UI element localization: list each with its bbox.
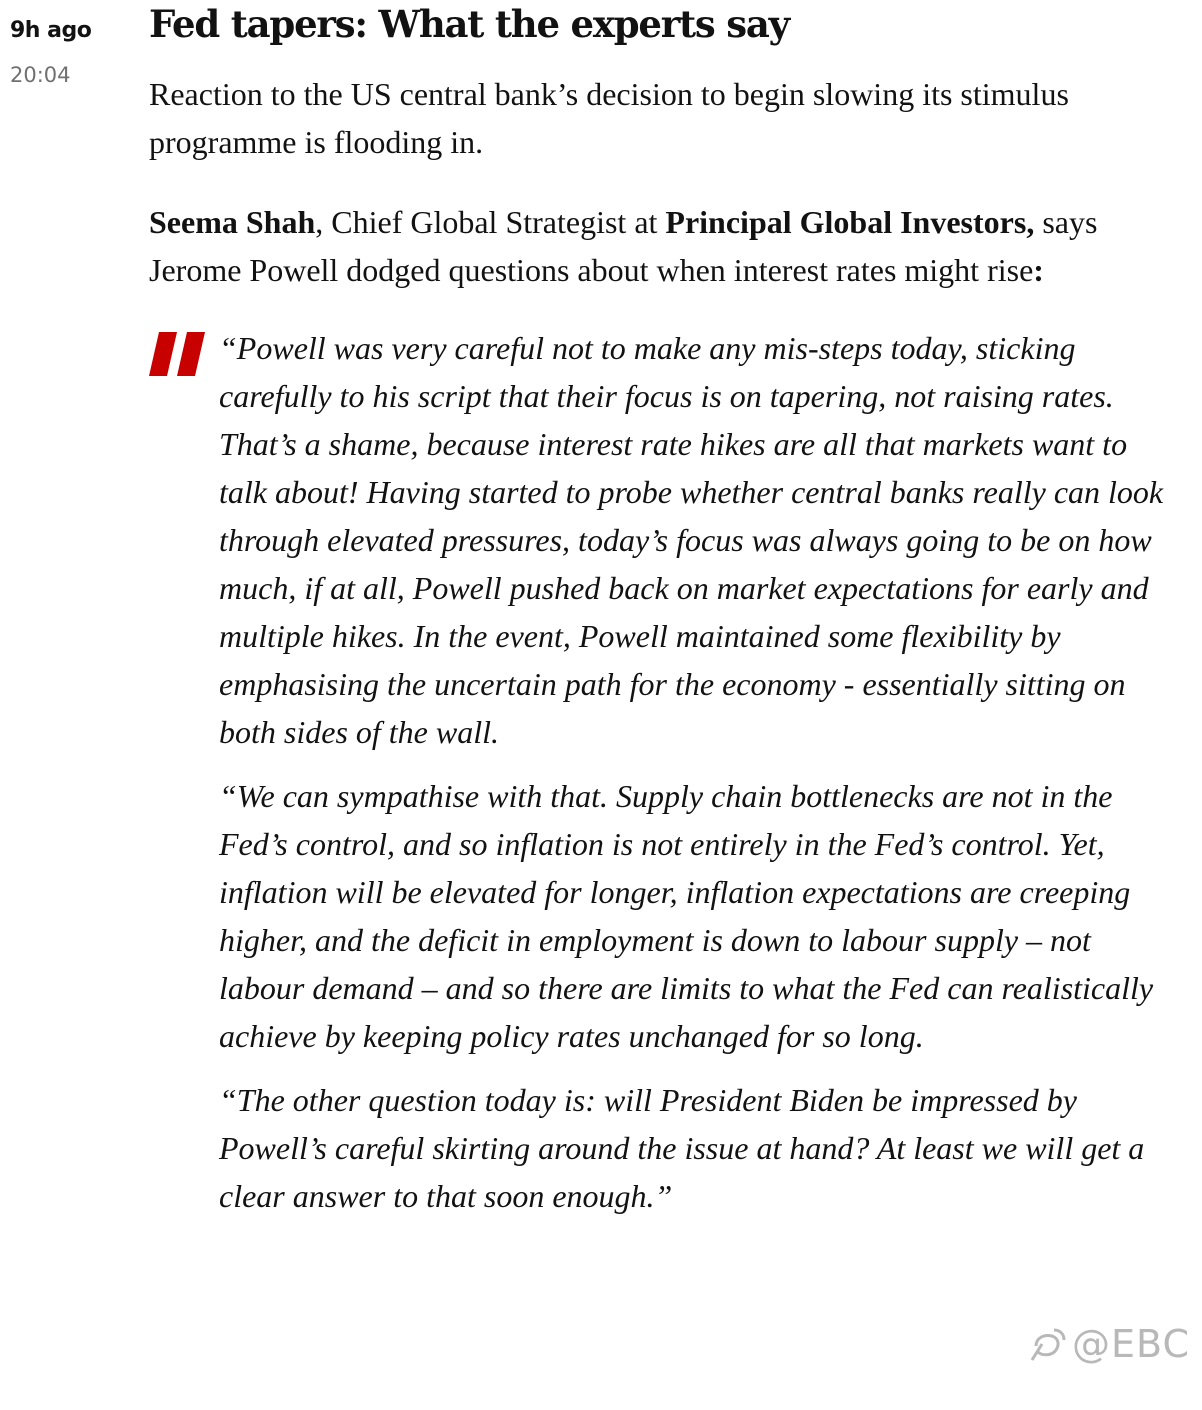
- time-ago-link[interactable]: 9h ago: [10, 18, 92, 43]
- weibo-logo-icon: [1028, 1324, 1068, 1364]
- blockquote: [149, 324, 1179, 1220]
- watermark: [1028, 1322, 1190, 1366]
- time-clock: 20:04: [10, 63, 71, 87]
- watermark-text: @EBC: [1072, 1322, 1190, 1366]
- attribution-role: , Chief Global Strategist at: [315, 204, 666, 240]
- entry-attribution: [149, 198, 1179, 294]
- attribution-says: says Jerome Powell dodged questions about when interest rates might rise: [149, 204, 1098, 288]
- entry-intro: Reaction to the US central bank’s decision to begin slowing its stimulus programme is flooding in.: [149, 76, 1069, 160]
- live-blog-entry: [149, 0, 1179, 1236]
- quote-paragraph-3: “The other question today is: will President Biden be impressed by Powell’s careful skirting around the issue at hand? At least we will get a clear answer to that soon enough.”: [219, 1082, 1145, 1214]
- quote-paragraph-1: “Powell was very careful not to make any mis-steps today, sticking carefully to his script that their focus is on tapering, not raising rates. That’s a shame, because interest rate hikes are all that markets want to talk about! Having started to probe whether central banks really can look through elevated pressures, today’s focus was always going to be on how much, if at all, Powell pushed back on market expectations for early and multiple hikes. In the event, Powell maintained some flexibility by emphasising the uncertain path for the economy - essentially sitting on both sides of the wall.: [219, 330, 1164, 750]
- quote-mark-icon: [149, 332, 209, 376]
- entry-headline: Fed tapers: What the experts say: [149, 2, 789, 46]
- quote-paragraph-2: “We can sympathise with that. Supply chain bottlenecks are not in the Fed’s control, and so inflation is not entirely in the Fed’s control. Yet, inflation will be elevated for longer, inflation expectations are creeping higher, and the deficit in employment is down to labour supply – not labour demand – and so there are limits to what the Fed can realistically achieve by keeping policy rates unchanged for so long.: [219, 778, 1154, 1054]
- timestamp: [10, 14, 130, 92]
- attribution-person: Seema Shah: [149, 204, 316, 240]
- attribution-colon: :: [1033, 252, 1044, 288]
- attribution-organization: Principal Global Investors,: [665, 204, 1035, 240]
